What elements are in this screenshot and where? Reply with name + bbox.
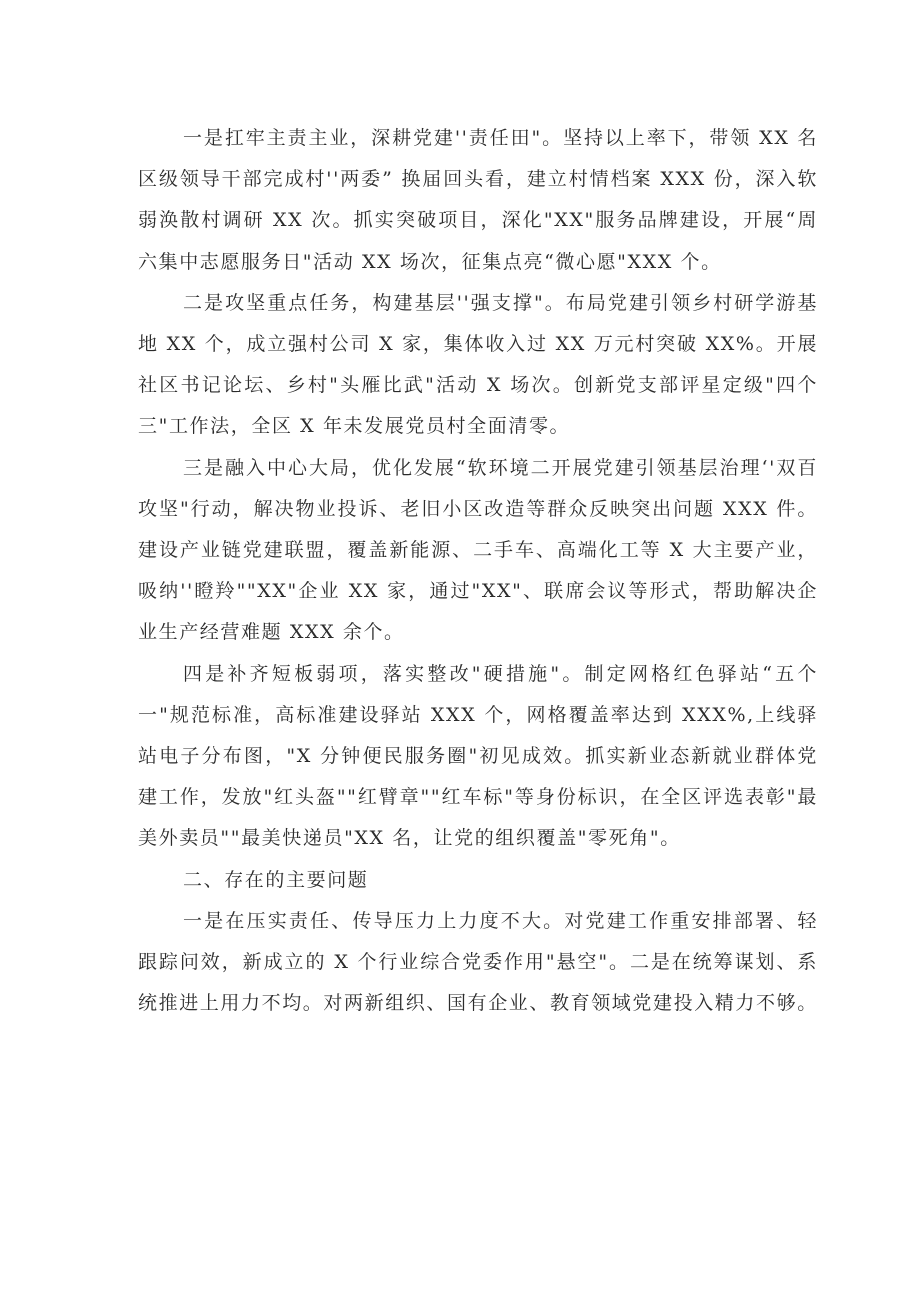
paragraph-key-tasks: 二是攻坚重点任务，构建基层''强支撑"。布局党建引领乡村研学游基地 XX 个，成立强村公司 X 家，集体收入过 XX 万元村突破 XX%。开展社区书记论坛、乡村"头雁比武"活动 X 场次。创新党支部评星定级"四个三"工作法，全区 X 年未发展党员村全面清零。: [138, 291, 818, 438]
document-page: [138, 118, 818, 1024]
paragraph-central-work: 三是融入中心大局，优化发展“软环境二开展党建引领基层治理‘'双百攻坚"行动，解决物业投诉、老旧小区改造等群众反映突出问题 XXX 件。建设产业链党建联盟，覆盖新能源、二手车、高端化工等 X 大主要产业，吸纳''瞪羚""XX"企业 XX 家，通过"XX"、联席会议等形式，帮助解决企业生产经营难题 XXX 余个。: [138, 456, 818, 644]
paragraph-shortcomings: 四是补齐短板弱项，落实整改"硬措施"。制定网格红色驿站“五个一"规范标准，高标准建设驿站 XXX 个，网格覆盖率达到 XXX%,上线驿站电子分布图，"X 分钟便民服务圈"初见成效。抓实新业态新就业群体党建工作，发放"红头盔""红臂章""红车标"等身份标识，在全区评选表彰"最美外卖员""最美快递员"XX 名，让党的组织覆盖"零死角"。: [138, 662, 818, 850]
paragraph-responsibility: 一是扛牢主责主业，深耕党建''责任田"。坚持以上率下，带领 XX 名区级领导干部完成村''两委” 换届回头看，建立村情档案 XXX 份，深入软弱涣散村调研 XX 次。抓实突破项目，深化"XX"服务品牌建设，开展“周六集中志愿服务日"活动 XX 场次，征集点亮“微心愿"XXX 个。: [138, 127, 818, 273]
paragraph-problems: 一是在压实责任、传导压力上力度不大。对党建工作重安排部署、轻跟踪问效，新成立的 X 个行业综合党委作用"悬空"。二是在统筹谋划、系统推进上用力不均。对两新组织、国有企业、教育领域党建投入精力不够。: [138, 909, 818, 1015]
section-heading: 二、存在的主要问题: [183, 868, 369, 891]
